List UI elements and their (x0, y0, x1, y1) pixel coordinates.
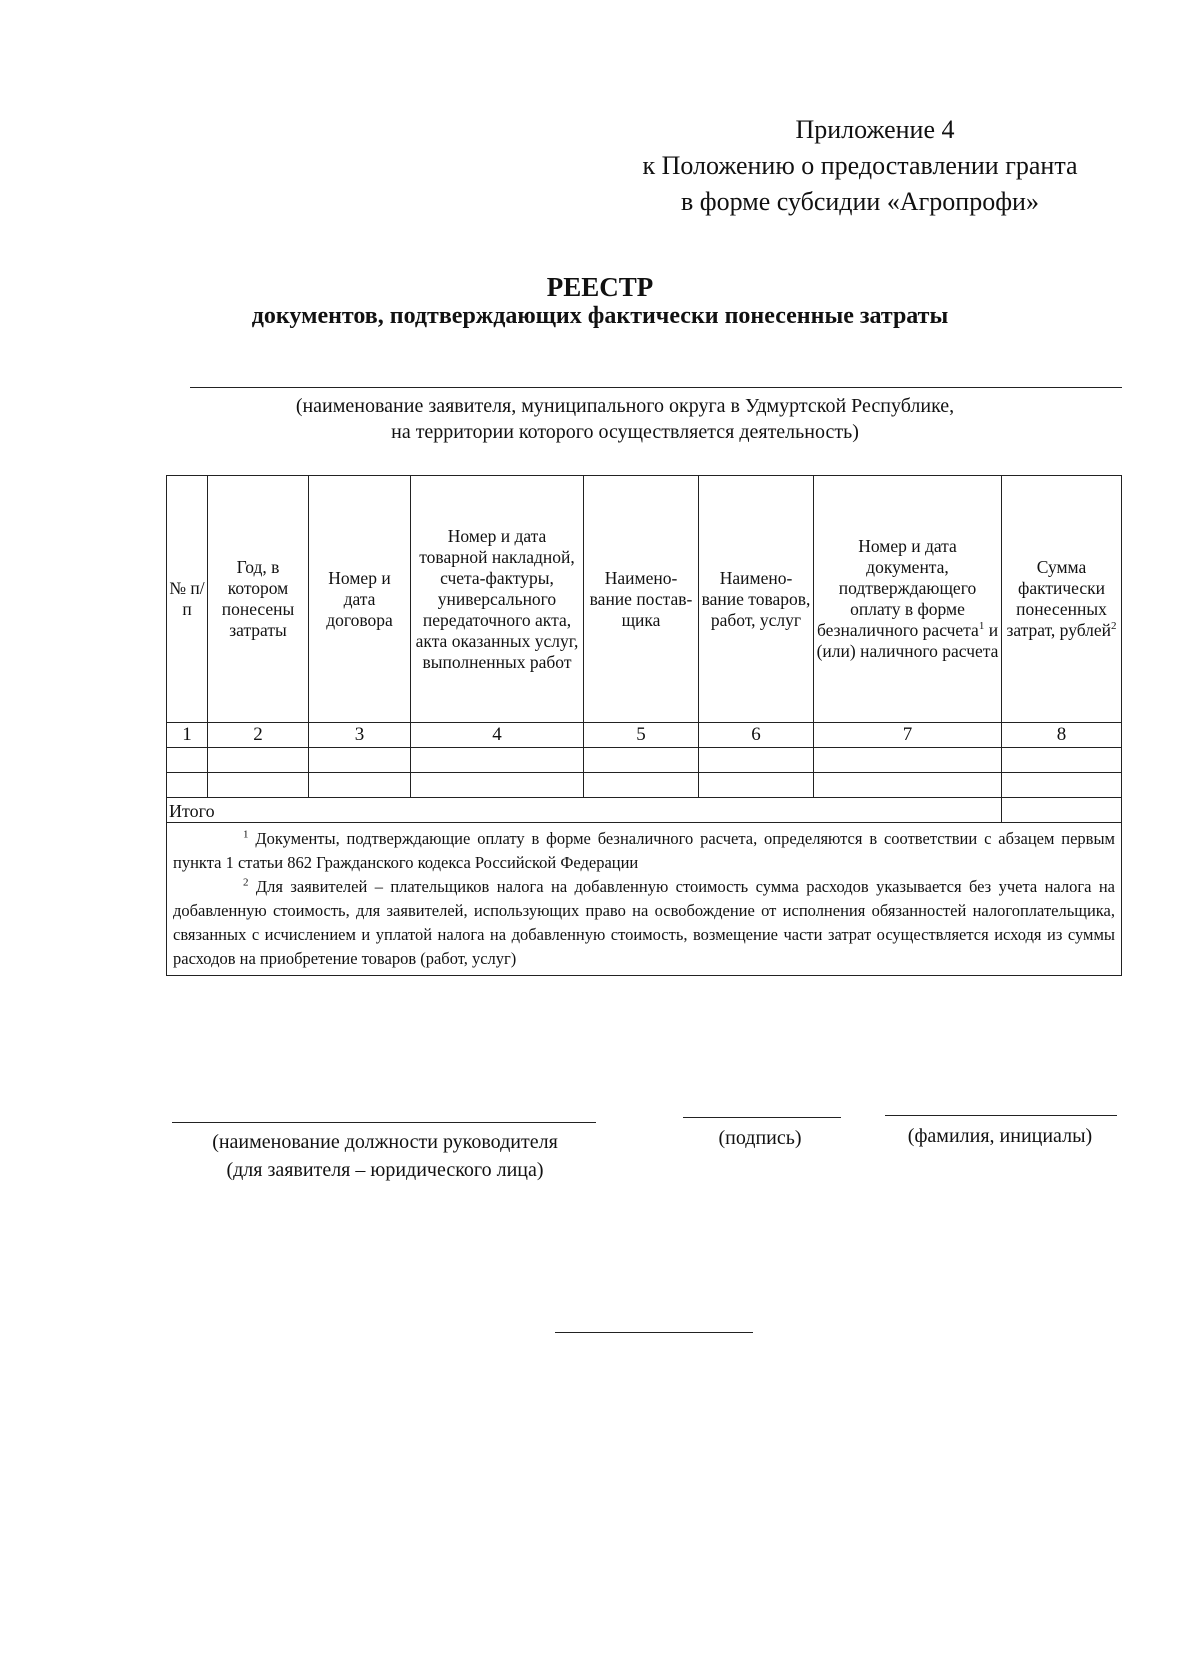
header-cell-goods: Наимено-вание товаров, работ, услуг (699, 476, 814, 723)
footnote-ref-1: 1 (978, 620, 985, 633)
registry-table (166, 475, 1122, 976)
footnote-1-text: Документы, подтверждающие оплату в форме безналичного расчета, определяются в соответствии с абзацем первым пункта 1 статьи 862 Гражданского кодекса Российской Федерации (173, 829, 1115, 872)
column-number: 2 (208, 723, 309, 748)
header-payment-text: Номер и дата документа, подтверждающего оплату в форме безналичного расчета (816, 536, 979, 640)
bottom-divider-line (555, 1332, 753, 1333)
header-payment-tail: и (или) наличного расчета (816, 620, 999, 661)
header-cell-number: № п/п (167, 476, 208, 723)
footnote-ref-2: 2 (1111, 620, 1117, 633)
header-cell-supplier: Наимено-вание постав-щика (584, 476, 699, 723)
footnote-1-mark: 1 (243, 828, 249, 841)
table-cell[interactable] (208, 748, 309, 773)
header-amount-text: Сумма фактически понесенных затрат, рублей (1006, 557, 1112, 640)
appendix-reference: к Положению о предоставлении гранта (642, 151, 1078, 180)
table-cell[interactable] (1002, 748, 1122, 773)
table-cell[interactable] (699, 773, 814, 798)
position-caption-line2: (для заявителя – юридического лица) (226, 1159, 544, 1181)
table-cell[interactable] (699, 748, 814, 773)
document-subtitle: документов, подтверждающих фактически понесенные затраты (251, 303, 949, 329)
footnote-2-text: Для заявителей – плательщиков налога на добавленную стоимость сумма расходов указывается без учета налога на добавленную стоимость, для заявителей, использующих право на освобождение от исполнения обязанностей налогоплательщика, связанных с исчислением и уплатой налога на добавленную стоимость, возмещение части затрат осуществляется исходя из суммы расходов на приобретение товаров (работ, услуг) (173, 877, 1115, 968)
table-cell[interactable] (584, 773, 699, 798)
footnotes-row (167, 823, 1122, 976)
signature-caption: (подпись) (718, 1127, 802, 1149)
column-number: 3 (309, 723, 411, 748)
column-number: 5 (584, 723, 699, 748)
table-cell[interactable] (814, 773, 1002, 798)
position-signature-line[interactable] (172, 1122, 596, 1123)
column-number: 7 (814, 723, 1002, 748)
table-cell[interactable] (167, 748, 208, 773)
footnotes-cell (167, 823, 1122, 976)
column-number-row (167, 723, 1122, 748)
applicant-name-line[interactable] (190, 387, 1122, 388)
appendix-grant-name: в форме субсидии «Агропрофи» (681, 187, 1039, 216)
footnote-2-mark: 2 (243, 876, 249, 889)
header-cell-invoice: Номер и дата товарной накладной, счета-фактуры, универсального передаточного акта, акта оказанных услуг, выполненных работ (411, 476, 584, 723)
footnote-2 (173, 875, 1115, 971)
document-title: РЕЕСТР (546, 272, 654, 302)
table-cell[interactable] (208, 773, 309, 798)
table-cell[interactable] (584, 748, 699, 773)
position-caption (170, 1128, 600, 1184)
position-caption-line1: (наименование должности руководителя (212, 1131, 558, 1153)
name-signature-line[interactable] (885, 1115, 1117, 1116)
table-cell[interactable] (309, 748, 411, 773)
name-caption: (фамилия, инициалы) (907, 1125, 1093, 1147)
table-cell[interactable] (167, 773, 208, 798)
applicant-caption-line2: на территории которого осуществляется деятельность) (391, 421, 859, 443)
table-cell[interactable] (814, 748, 1002, 773)
table-cell[interactable] (1002, 773, 1122, 798)
table-cell[interactable] (411, 773, 584, 798)
total-label: Итого (167, 798, 1002, 823)
header-cell-payment-doc (814, 476, 1002, 723)
signature-line[interactable] (683, 1117, 841, 1118)
applicant-caption (150, 393, 1100, 445)
header-cell-contract: Номер и дата договора (309, 476, 411, 723)
table-header-row (167, 476, 1122, 723)
header-cell-year: Год, в котором понесены затраты (208, 476, 309, 723)
appendix-header (600, 112, 1120, 220)
total-amount-cell[interactable] (1002, 798, 1122, 823)
column-number: 4 (411, 723, 584, 748)
column-number: 6 (699, 723, 814, 748)
table-row (167, 748, 1122, 773)
column-number: 8 (1002, 723, 1122, 748)
table-cell[interactable] (309, 773, 411, 798)
table-cell[interactable] (411, 748, 584, 773)
appendix-number: Приложение 4 (795, 115, 955, 144)
header-cell-amount (1002, 476, 1122, 723)
table-row (167, 773, 1122, 798)
column-number: 1 (167, 723, 208, 748)
total-row (167, 798, 1122, 823)
applicant-caption-line1: (наименование заявителя, муниципального округа в Удмуртской Республике, (295, 395, 955, 417)
footnote-1 (173, 827, 1115, 875)
